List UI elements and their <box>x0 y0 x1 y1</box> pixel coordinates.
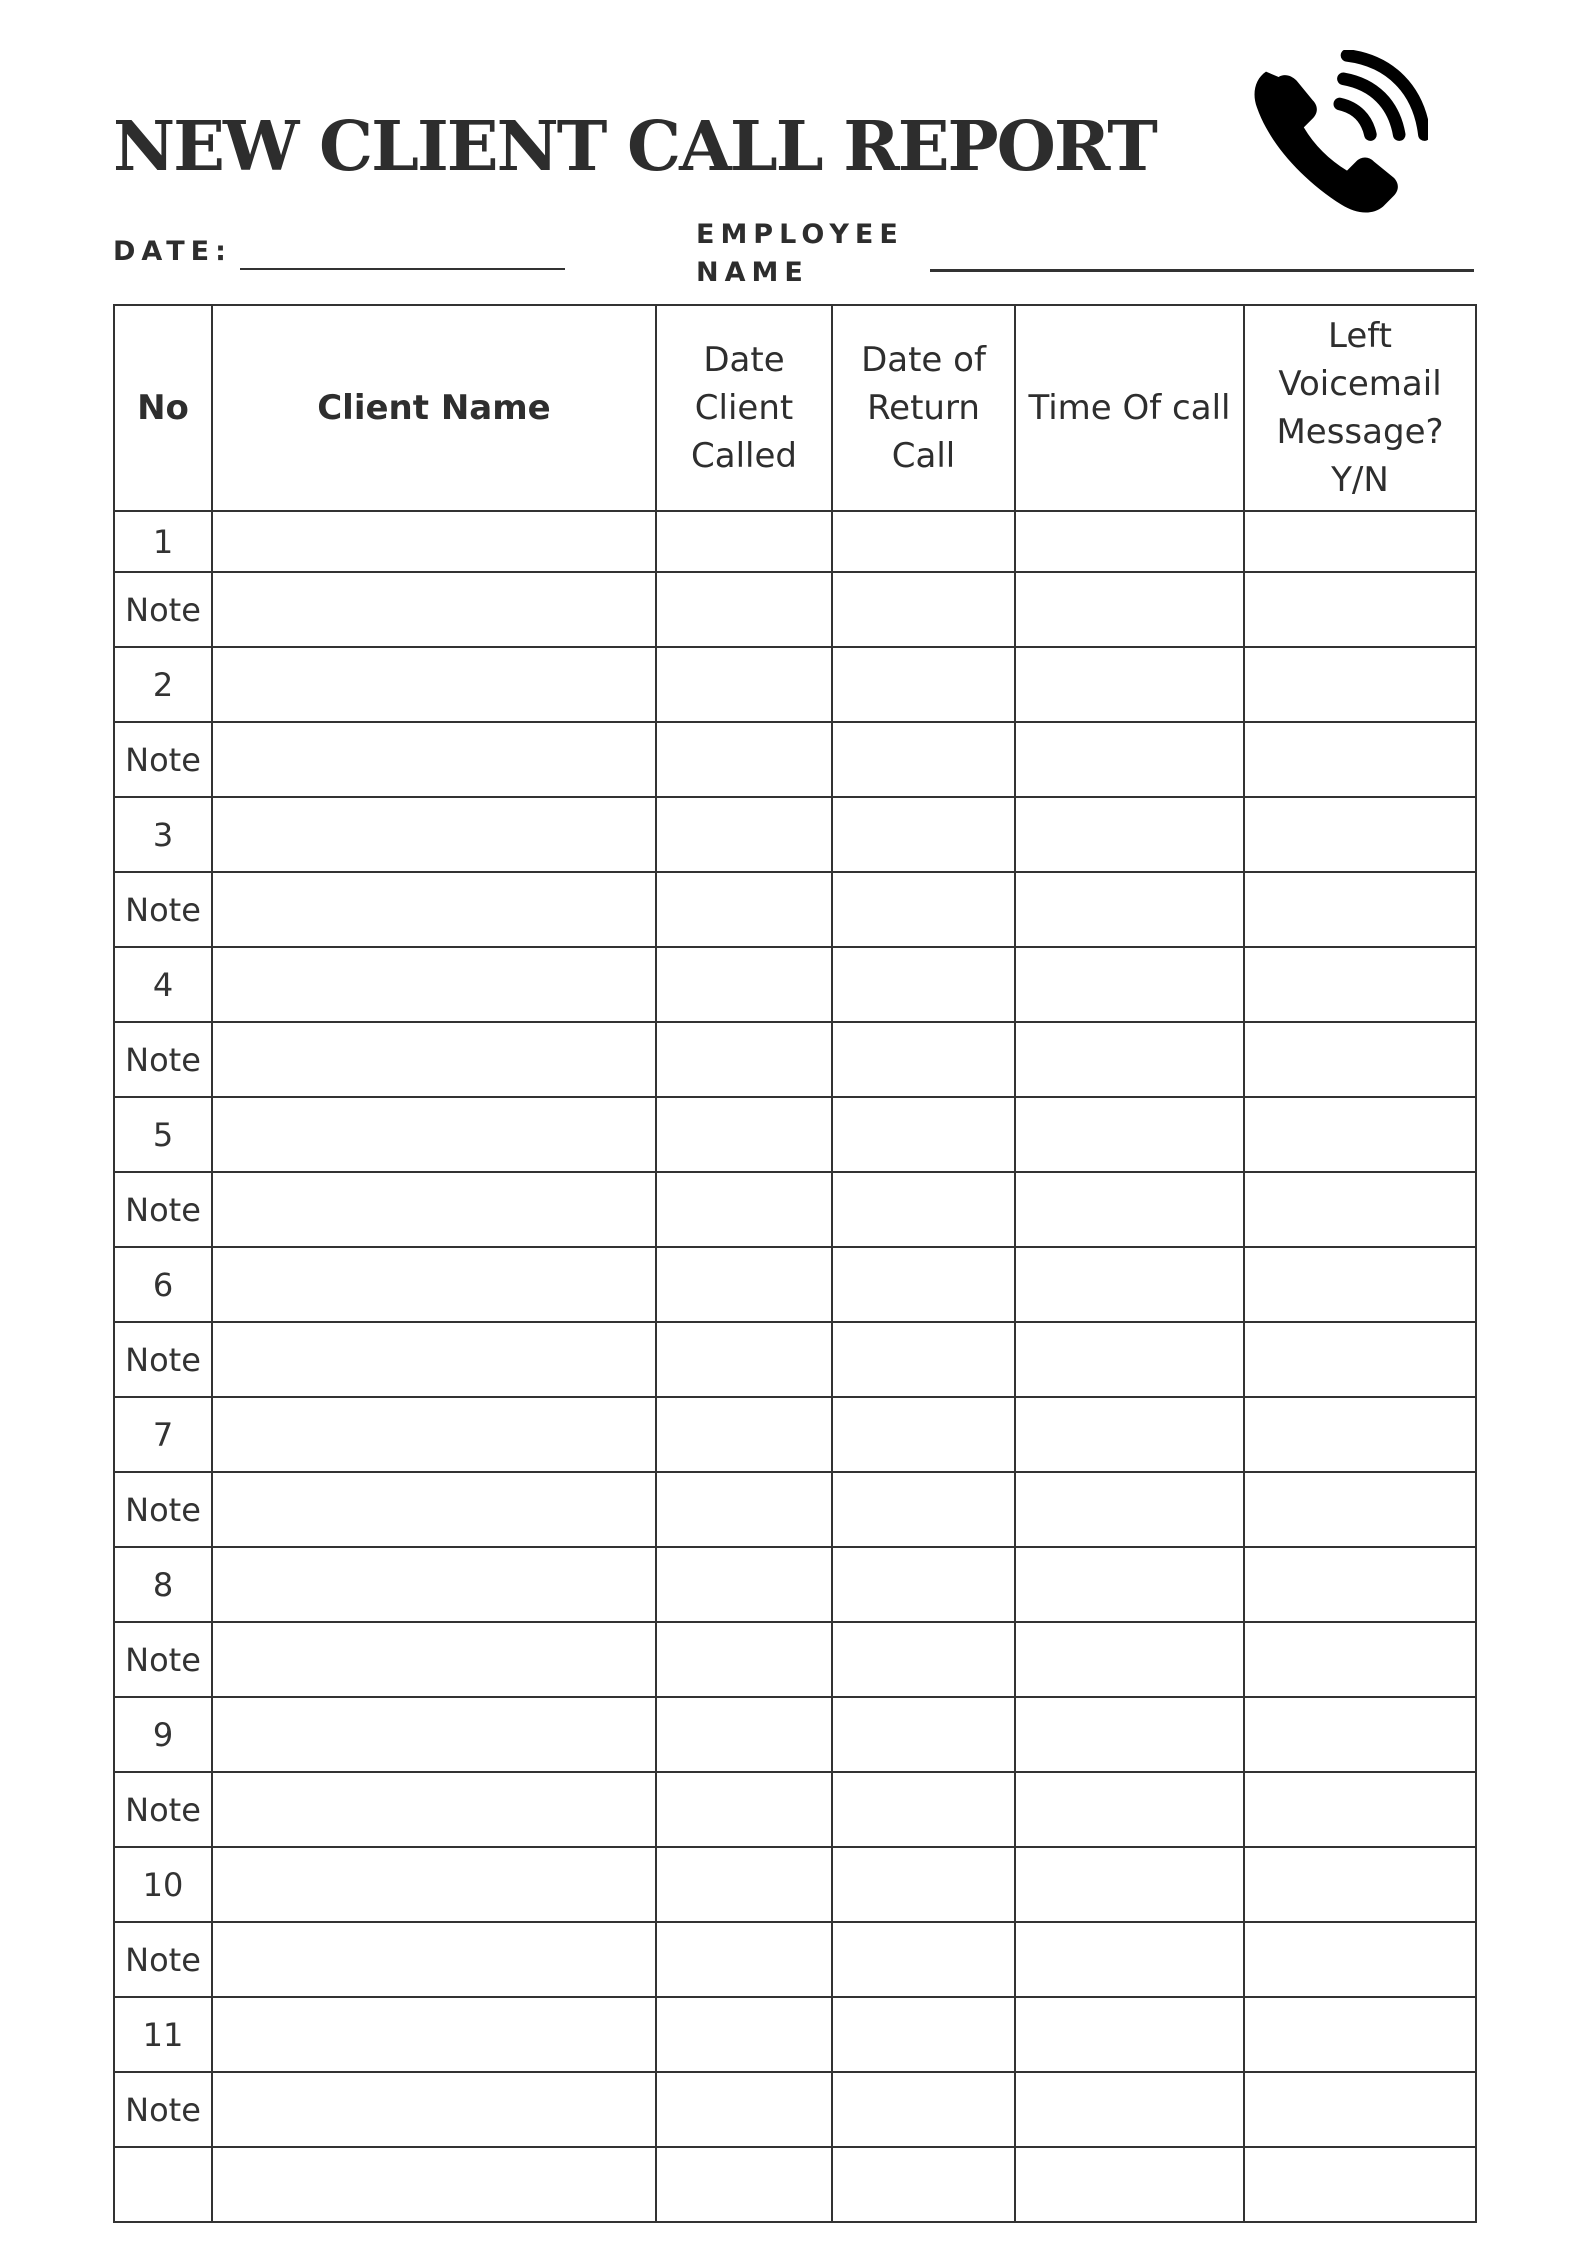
row-number-cell: 3 <box>114 797 212 872</box>
left-voicemail-cell[interactable] <box>1244 722 1476 797</box>
client-name-cell[interactable] <box>212 1247 656 1322</box>
header-line: Y/N <box>1331 460 1389 500</box>
table-row <box>114 647 1476 722</box>
header-left-voicemail <box>1244 305 1476 511</box>
date-client-called-cell[interactable] <box>656 647 832 722</box>
time-of-call-cell[interactable] <box>1015 797 1244 872</box>
note-label-cell: Note <box>114 1772 212 1847</box>
header-line: Voicemail <box>1278 364 1442 404</box>
time-of-call-cell[interactable] <box>1015 947 1244 1022</box>
note-label-cell: Note <box>114 1322 212 1397</box>
header-line: Client <box>694 388 794 428</box>
time-of-call-cell[interactable] <box>1015 1922 1244 1997</box>
header-line: Called <box>691 436 797 476</box>
date-client-called-cell[interactable] <box>656 1622 832 1697</box>
table-row <box>114 947 1476 1022</box>
note-label-cell: Note <box>114 1472 212 1547</box>
date-field[interactable] <box>240 268 565 270</box>
row-number-cell: 2 <box>114 647 212 722</box>
table-row <box>114 572 1476 647</box>
employee-name-label <box>696 216 904 292</box>
client-name-cell[interactable] <box>212 1172 656 1247</box>
phone-ringing-icon <box>1248 50 1428 230</box>
date-of-return-call-cell[interactable] <box>832 1697 1015 1772</box>
date-of-return-call-cell[interactable] <box>832 1322 1015 1397</box>
table-row <box>114 2072 1476 2147</box>
date-of-return-call-cell[interactable] <box>832 1397 1015 1472</box>
page-title: NEW CLIENT CALL REPORT <box>113 107 1156 187</box>
left-voicemail-cell[interactable] <box>1244 1397 1476 1472</box>
note-label-cell: Note <box>114 572 212 647</box>
time-of-call-cell[interactable] <box>1015 1397 1244 1472</box>
left-voicemail-cell[interactable] <box>1244 1622 1476 1697</box>
date-client-called-cell[interactable] <box>656 1847 832 1922</box>
time-of-call-cell[interactable] <box>1015 2072 1244 2147</box>
time-of-call-cell[interactable] <box>1015 1247 1244 1322</box>
date-of-return-call-cell[interactable] <box>832 647 1015 722</box>
client-name-cell[interactable] <box>212 1847 656 1922</box>
note-label-cell: Note <box>114 1022 212 1097</box>
row-number-cell: 4 <box>114 947 212 1022</box>
time-of-call-cell[interactable] <box>1015 511 1244 572</box>
date-of-return-call-cell[interactable] <box>832 1172 1015 1247</box>
header-date-client-called <box>656 305 832 511</box>
time-of-call-cell[interactable] <box>1015 647 1244 722</box>
left-voicemail-cell[interactable] <box>1244 1922 1476 1997</box>
date-client-called-cell[interactable] <box>656 1397 832 1472</box>
date-of-return-call-cell[interactable] <box>832 2147 1015 2222</box>
date-client-called-cell[interactable] <box>656 572 832 647</box>
date-client-called-cell[interactable] <box>656 1997 832 2072</box>
header-line: Message? <box>1276 412 1444 452</box>
row-number-cell: 7 <box>114 1397 212 1472</box>
row-number-cell: 11 <box>114 1997 212 2072</box>
note-label-cell: Note <box>114 1622 212 1697</box>
date-client-called-cell[interactable] <box>656 947 832 1022</box>
left-voicemail-cell[interactable] <box>1244 797 1476 872</box>
client-name-cell[interactable] <box>212 1097 656 1172</box>
date-client-called-cell[interactable] <box>656 1097 832 1172</box>
table-row <box>114 1997 1476 2072</box>
call-log-body <box>114 511 1476 2222</box>
client-name-cell[interactable] <box>212 1697 656 1772</box>
row-number-cell: 1 <box>114 511 212 572</box>
time-of-call-cell[interactable] <box>1015 722 1244 797</box>
date-of-return-call-cell[interactable] <box>832 1097 1015 1172</box>
table-row <box>114 1247 1476 1322</box>
time-of-call-cell[interactable] <box>1015 572 1244 647</box>
date-client-called-cell[interactable] <box>656 2072 832 2147</box>
table-row <box>114 797 1476 872</box>
row-number-cell <box>114 2147 212 2222</box>
time-of-call-cell[interactable] <box>1015 1172 1244 1247</box>
left-voicemail-cell[interactable] <box>1244 872 1476 947</box>
row-number-cell: 10 <box>114 1847 212 1922</box>
date-client-called-cell[interactable] <box>656 2147 832 2222</box>
employee-label-line: NAME <box>696 257 809 288</box>
time-of-call-cell[interactable] <box>1015 1097 1244 1172</box>
date-client-called-cell[interactable] <box>656 1022 832 1097</box>
date-client-called-cell[interactable] <box>656 797 832 872</box>
client-name-cell[interactable] <box>212 1772 656 1847</box>
time-of-call-cell[interactable] <box>1015 1022 1244 1097</box>
table-row <box>114 1622 1476 1697</box>
time-of-call-cell[interactable] <box>1015 1322 1244 1397</box>
date-of-return-call-cell[interactable] <box>832 511 1015 572</box>
left-voicemail-cell[interactable] <box>1244 511 1476 572</box>
date-client-called-cell[interactable] <box>656 722 832 797</box>
employee-name-field[interactable] <box>930 269 1474 272</box>
left-voicemail-cell[interactable] <box>1244 1172 1476 1247</box>
client-name-cell[interactable] <box>212 1322 656 1397</box>
left-voicemail-cell[interactable] <box>1244 1697 1476 1772</box>
left-voicemail-cell[interactable] <box>1244 2147 1476 2222</box>
date-client-called-cell[interactable] <box>656 1172 832 1247</box>
table-row <box>114 1397 1476 1472</box>
client-name-cell[interactable] <box>212 1622 656 1697</box>
row-number-cell: 5 <box>114 1097 212 1172</box>
left-voicemail-cell[interactable] <box>1244 1247 1476 1322</box>
client-name-cell[interactable] <box>212 872 656 947</box>
date-client-called-cell[interactable] <box>656 511 832 572</box>
left-voicemail-cell[interactable] <box>1244 1547 1476 1622</box>
table-row <box>114 2147 1476 2222</box>
date-client-called-cell[interactable] <box>656 1772 832 1847</box>
left-voicemail-cell[interactable] <box>1244 1097 1476 1172</box>
date-of-return-call-cell[interactable] <box>832 722 1015 797</box>
date-of-return-call-cell[interactable] <box>832 872 1015 947</box>
employee-label-line: EMPLOYEE <box>696 219 904 250</box>
row-number-cell: 6 <box>114 1247 212 1322</box>
left-voicemail-cell[interactable] <box>1244 2072 1476 2147</box>
date-client-called-cell[interactable] <box>656 1247 832 1322</box>
note-label-cell: Note <box>114 872 212 947</box>
left-voicemail-cell[interactable] <box>1244 1022 1476 1097</box>
date-client-called-cell[interactable] <box>656 1547 832 1622</box>
table-row <box>114 511 1476 572</box>
time-of-call-cell[interactable] <box>1015 1697 1244 1772</box>
header-date-return-call <box>832 305 1015 511</box>
table-row <box>114 1097 1476 1172</box>
date-of-return-call-cell[interactable] <box>832 1772 1015 1847</box>
left-voicemail-cell[interactable] <box>1244 1322 1476 1397</box>
header-line: Left <box>1328 316 1392 356</box>
date-client-called-cell[interactable] <box>656 1697 832 1772</box>
note-label-cell: Note <box>114 1172 212 1247</box>
left-voicemail-cell[interactable] <box>1244 1472 1476 1547</box>
time-of-call-cell[interactable] <box>1015 1472 1244 1547</box>
table-row <box>114 1847 1476 1922</box>
header-time-of-call: Time Of call <box>1015 305 1244 511</box>
table-row <box>114 722 1476 797</box>
date-of-return-call-cell[interactable] <box>832 1622 1015 1697</box>
row-number-cell: 9 <box>114 1697 212 1772</box>
date-of-return-call-cell[interactable] <box>832 1247 1015 1322</box>
note-label-cell: Note <box>114 1922 212 1997</box>
call-log-table <box>113 304 1477 2223</box>
left-voicemail-cell[interactable] <box>1244 1772 1476 1847</box>
date-of-return-call-cell[interactable] <box>832 572 1015 647</box>
client-name-cell[interactable] <box>212 1922 656 1997</box>
time-of-call-cell[interactable] <box>1015 1997 1244 2072</box>
date-of-return-call-cell[interactable] <box>832 947 1015 1022</box>
table-row <box>114 1922 1476 1997</box>
header-client-name: Client Name <box>212 305 656 511</box>
header-row <box>114 305 1476 511</box>
date-of-return-call-cell[interactable] <box>832 1922 1015 1997</box>
client-name-cell[interactable] <box>212 1472 656 1547</box>
client-name-cell[interactable] <box>212 572 656 647</box>
left-voicemail-cell[interactable] <box>1244 1997 1476 2072</box>
table-row <box>114 1172 1476 1247</box>
table-row <box>114 872 1476 947</box>
note-label-cell: Note <box>114 722 212 797</box>
left-voicemail-cell[interactable] <box>1244 647 1476 722</box>
date-of-return-call-cell[interactable] <box>832 2072 1015 2147</box>
date-of-return-call-cell[interactable] <box>832 1847 1015 1922</box>
date-of-return-call-cell[interactable] <box>832 1997 1015 2072</box>
header-line: Date of <box>861 340 986 380</box>
header-no: No <box>114 305 212 511</box>
table-row <box>114 1022 1476 1097</box>
table-row <box>114 1322 1476 1397</box>
client-name-cell[interactable] <box>212 1997 656 2072</box>
table-row <box>114 1697 1476 1772</box>
client-name-cell[interactable] <box>212 1397 656 1472</box>
client-name-cell[interactable] <box>212 1022 656 1097</box>
client-name-cell[interactable] <box>212 511 656 572</box>
time-of-call-cell[interactable] <box>1015 1847 1244 1922</box>
date-of-return-call-cell[interactable] <box>832 1022 1015 1097</box>
table-row <box>114 1772 1476 1847</box>
table-row <box>114 1547 1476 1622</box>
client-name-cell[interactable] <box>212 722 656 797</box>
date-label: DATE: <box>113 236 232 267</box>
client-name-cell[interactable] <box>212 947 656 1022</box>
date-client-called-cell[interactable] <box>656 1322 832 1397</box>
row-number-cell: 8 <box>114 1547 212 1622</box>
date-of-return-call-cell[interactable] <box>832 1547 1015 1622</box>
left-voicemail-cell[interactable] <box>1244 947 1476 1022</box>
client-name-cell[interactable] <box>212 797 656 872</box>
left-voicemail-cell[interactable] <box>1244 572 1476 647</box>
date-client-called-cell[interactable] <box>656 872 832 947</box>
client-name-cell[interactable] <box>212 1547 656 1622</box>
time-of-call-cell[interactable] <box>1015 1547 1244 1622</box>
left-voicemail-cell[interactable] <box>1244 1847 1476 1922</box>
time-of-call-cell[interactable] <box>1015 1772 1244 1847</box>
time-of-call-cell[interactable] <box>1015 2147 1244 2222</box>
client-name-cell[interactable] <box>212 647 656 722</box>
client-name-cell[interactable] <box>212 2147 656 2222</box>
note-label-cell: Note <box>114 2072 212 2147</box>
date-client-called-cell[interactable] <box>656 1922 832 1997</box>
client-name-cell[interactable] <box>212 2072 656 2147</box>
header-line: Date <box>703 340 785 380</box>
time-of-call-cell[interactable] <box>1015 872 1244 947</box>
date-of-return-call-cell[interactable] <box>832 1472 1015 1547</box>
header-line: Return Call <box>867 388 980 476</box>
time-of-call-cell[interactable] <box>1015 1622 1244 1697</box>
date-client-called-cell[interactable] <box>656 1472 832 1547</box>
date-of-return-call-cell[interactable] <box>832 797 1015 872</box>
table-row <box>114 1472 1476 1547</box>
